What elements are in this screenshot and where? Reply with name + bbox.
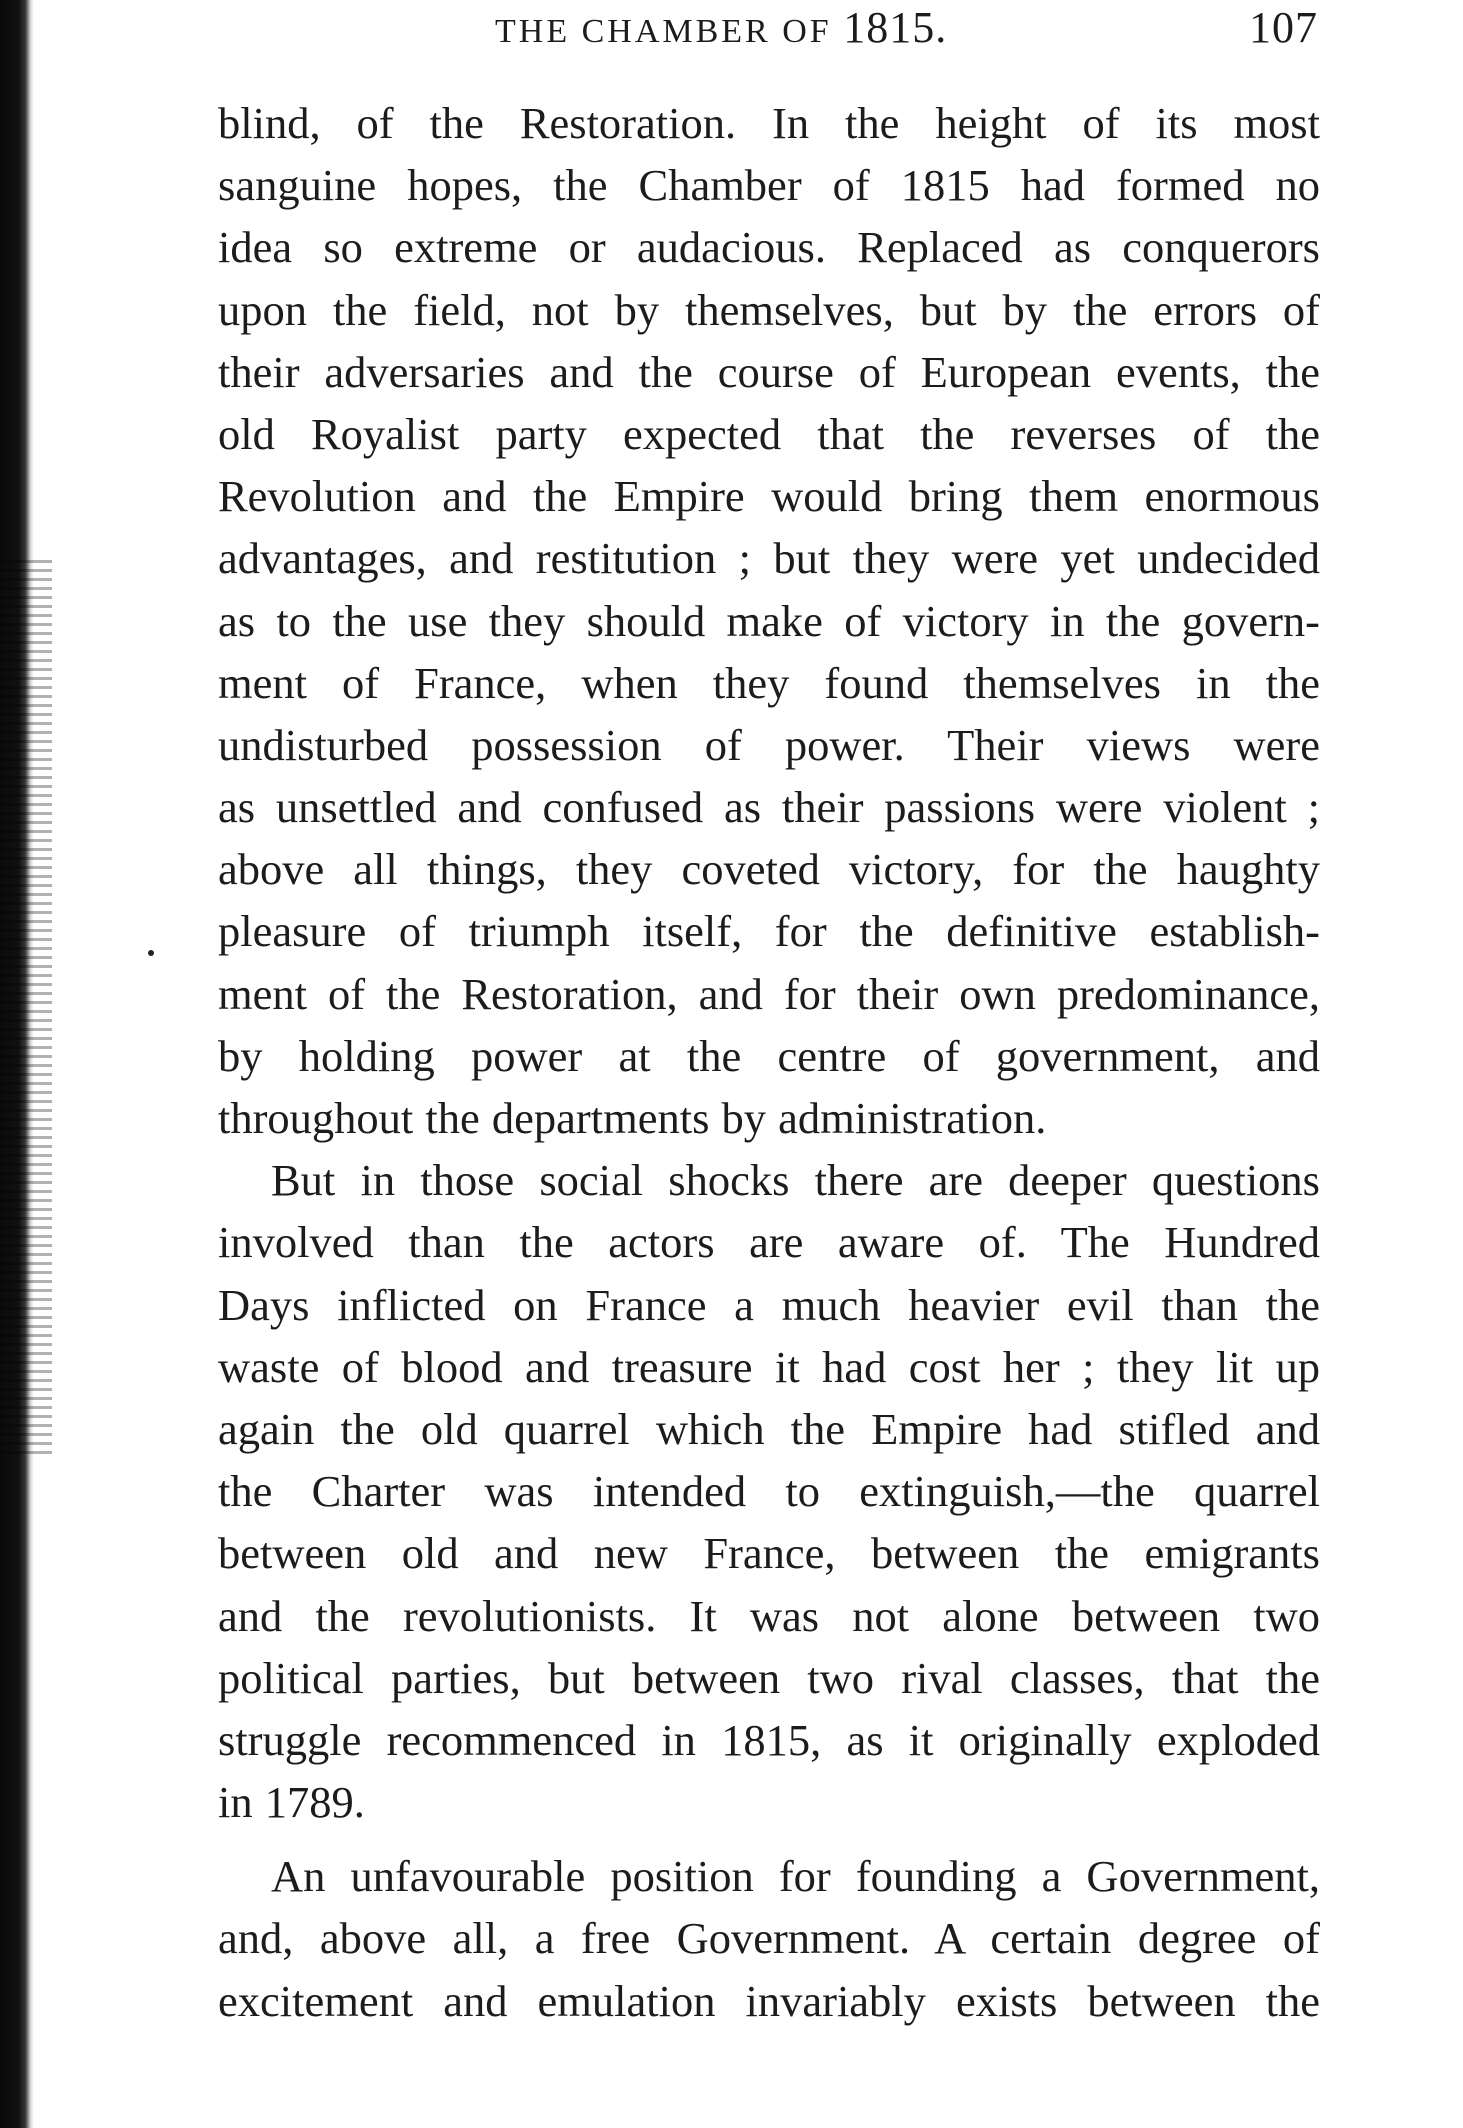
text-line: between old and new France, between the emigrants xyxy=(218,1528,1320,1579)
text-line: pleasure of triumph itself, for the definitive establish- xyxy=(218,906,1320,957)
text-line: in 1789. xyxy=(218,1777,365,1828)
text-line: upon the field, not by themselves, but by the errors of xyxy=(218,284,1320,335)
text-line: by holding power at the centre of government, and xyxy=(218,1030,1320,1081)
paragraph-1 xyxy=(218,92,1320,1149)
text-line: throughout the departments by administration. xyxy=(218,1093,1047,1143)
text-line: undisturbed possession of power. Their views were xyxy=(218,719,1320,770)
text-line: excitement and emulation invariably exists between the xyxy=(218,1975,1320,2026)
text-line: ment of France, when they found themselves in the xyxy=(218,657,1320,708)
ink-speck xyxy=(148,950,154,956)
running-head xyxy=(495,0,1318,56)
paragraph-3 xyxy=(218,1845,1320,2032)
page-number: 107 xyxy=(1249,3,1318,52)
text-line: idea so extreme or audacious. Replaced as conquerors xyxy=(218,222,1320,273)
text-line: above all things, they coveted victory, for the haughty xyxy=(218,844,1320,895)
text-line: sanguine hopes, the Chamber of 1815 had formed no xyxy=(218,160,1320,211)
text-line: Days inflicted on France a much heavier evil than the xyxy=(218,1279,1320,1330)
text-line: struggle recommenced in 1815, as it originally exploded xyxy=(218,1714,1320,1765)
text-line: ment of the Restoration, and for their own predominance, xyxy=(218,968,1320,1019)
running-head-year: 1815. xyxy=(843,3,948,52)
text-line: their adversaries and the course of European events, the xyxy=(218,346,1320,397)
binding-shadow xyxy=(0,560,52,1460)
text-line: as unsettled and confused as their passions were violent ; xyxy=(218,782,1320,833)
text-line: blind, of the Restoration. In the height of its most xyxy=(218,98,1320,148)
paragraph-2 xyxy=(218,1149,1320,1833)
text-line: political parties, but between two rival classes, that the xyxy=(218,1652,1320,1703)
text-line: as to the use they should make of victory in the govern- xyxy=(218,595,1320,646)
text-line: Revolution and the Empire would bring them enormous xyxy=(218,471,1320,522)
running-head-title xyxy=(495,0,947,60)
text-line: An unfavourable position for founding a Government, xyxy=(271,1851,1320,1902)
text-line: and, above all, a free Government. A certain degree of xyxy=(218,1913,1320,1964)
text-line: advantages, and restitution ; but they were yet undecided xyxy=(218,533,1320,584)
text-line: and the revolutionists. It was not alone between two xyxy=(218,1590,1320,1641)
text-line: involved than the actors are aware of. The Hundred xyxy=(218,1217,1320,1268)
text-line: waste of blood and treasure it had cost her ; they lit up xyxy=(218,1341,1320,1392)
running-head-title-text: THE CHAMBER OF xyxy=(495,13,832,50)
text-line: But in those social shocks there are deeper questions xyxy=(271,1155,1320,1206)
text-line: again the old quarrel which the Empire had stifled and xyxy=(218,1403,1320,1454)
text-line: old Royalist party expected that the reverses of the xyxy=(218,408,1320,459)
text-line: the Charter was intended to extinguish,—the quarrel xyxy=(218,1466,1320,1517)
body-text xyxy=(218,92,1320,2032)
